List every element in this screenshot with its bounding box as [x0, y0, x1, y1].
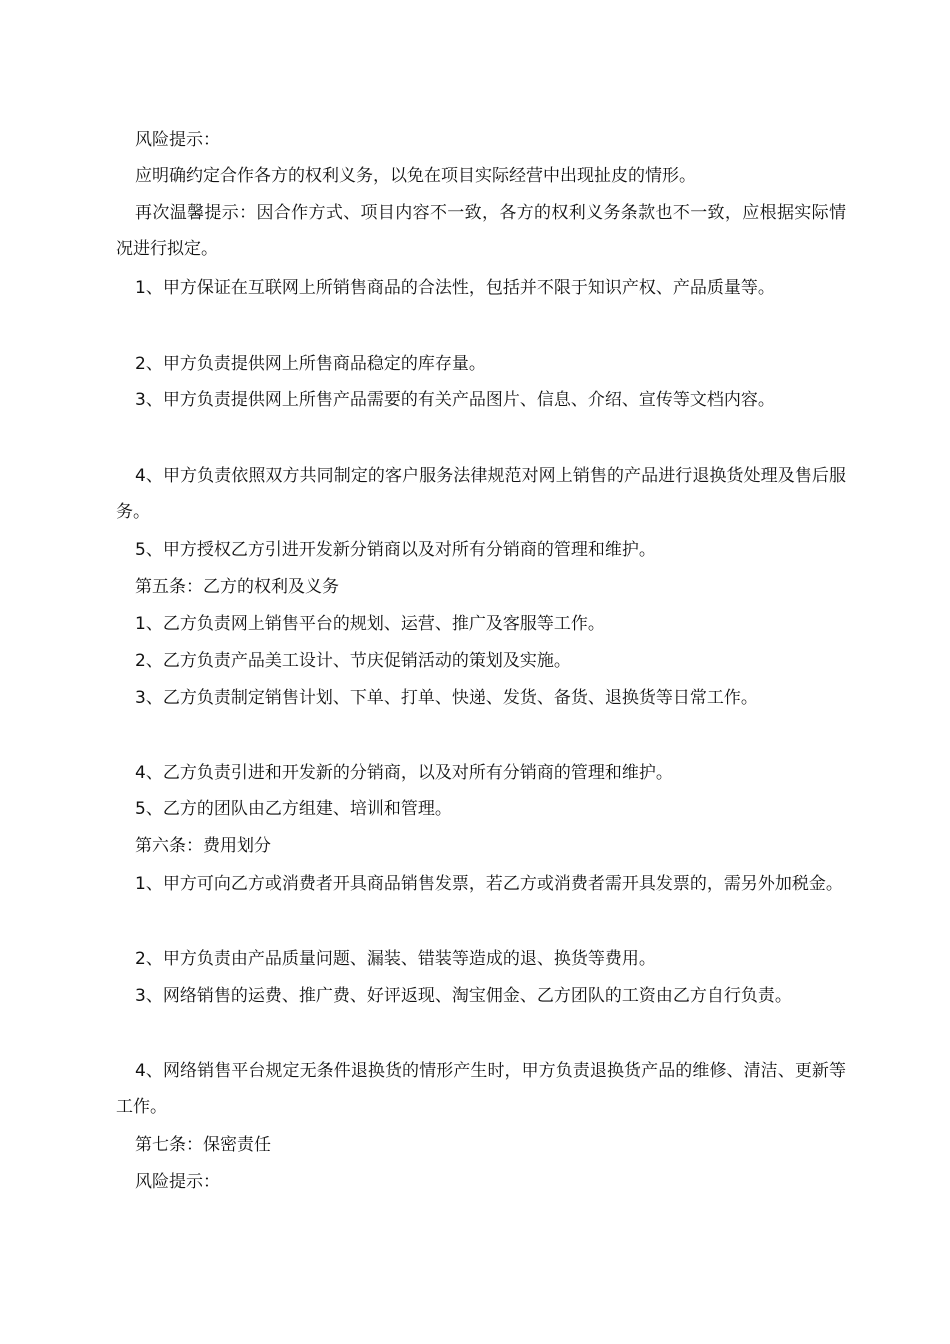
paragraph-party-a-item-2: 2、甲方负责提供网上所售商品稳定的库存量。 — [135, 354, 486, 374]
paragraph-reminder: 再次温馨提示：因合作方式、项目内容不一致，各方的权利义务条款也不一致，应根据实际情况进行拟定。 — [116, 203, 846, 259]
paragraph-risk-notice: 风险提示： — [135, 130, 220, 150]
paragraph-fees-item-1: 1、甲方可向乙方或消费者开具商品销售发票，若乙方或消费者需开具发票的，需另外加税金。 — [135, 874, 843, 894]
paragraph-party-a-item-3: 3、甲方负责提供网上所售产品需要的有关产品图片、信息、介绍、宣传等文档内容。 — [135, 390, 775, 410]
paragraph-party-b-item-2: 2、乙方负责产品美工设计、节庆促销活动的策划及实施。 — [135, 651, 571, 671]
paragraph-party-a-item-4: 4、甲方负责依照双方共同制定的客户服务法律规范对网上销售的产品进行退换货处理及售后服务。 — [116, 466, 846, 522]
paragraph-party-b-item-1: 1、乙方负责网上销售平台的规划、运营、推广及客服等工作。 — [135, 614, 605, 634]
paragraph-party-b-item-4: 4、乙方负责引进和开发新的分销商，以及对所有分销商的管理和维护。 — [135, 763, 673, 783]
paragraph-fees-item-2: 2、甲方负责由产品质量问题、漏装、错装等造成的退、换货等费用。 — [135, 949, 656, 969]
paragraph-rights-obligations: 应明确约定合作各方的权利义务，以免在项目实际经营中出现扯皮的情形。 — [135, 166, 696, 186]
heading-article-5: 第五条：乙方的权利及义务 — [135, 577, 339, 597]
paragraph-party-b-item-5: 5、乙方的团队由乙方组建、培训和管理。 — [135, 799, 452, 819]
heading-article-6: 第六条：费用划分 — [135, 836, 271, 856]
paragraph-fees-item-3: 3、网络销售的运费、推广费、好评返现、淘宝佣金、乙方团队的工资由乙方自行负责。 — [135, 986, 792, 1006]
paragraph-party-a-item-5: 5、甲方授权乙方引进开发新分销商以及对所有分销商的管理和维护。 — [135, 540, 656, 560]
heading-article-7: 第七条：保密责任 — [135, 1135, 271, 1155]
paragraph-party-b-item-3: 3、乙方负责制定销售计划、下单、打单、快递、发货、备货、退换货等日常工作。 — [135, 688, 758, 708]
paragraph-risk-notice-2: 风险提示： — [135, 1172, 220, 1192]
paragraph-fees-item-4: 4、网络销售平台规定无条件退换货的情形产生时，甲方负责退换货产品的维修、清洁、更新等工作。 — [116, 1061, 846, 1117]
paragraph-party-a-item-1: 1、甲方保证在互联网上所销售商品的合法性，包括并不限于知识产权、产品质量等。 — [135, 278, 775, 298]
